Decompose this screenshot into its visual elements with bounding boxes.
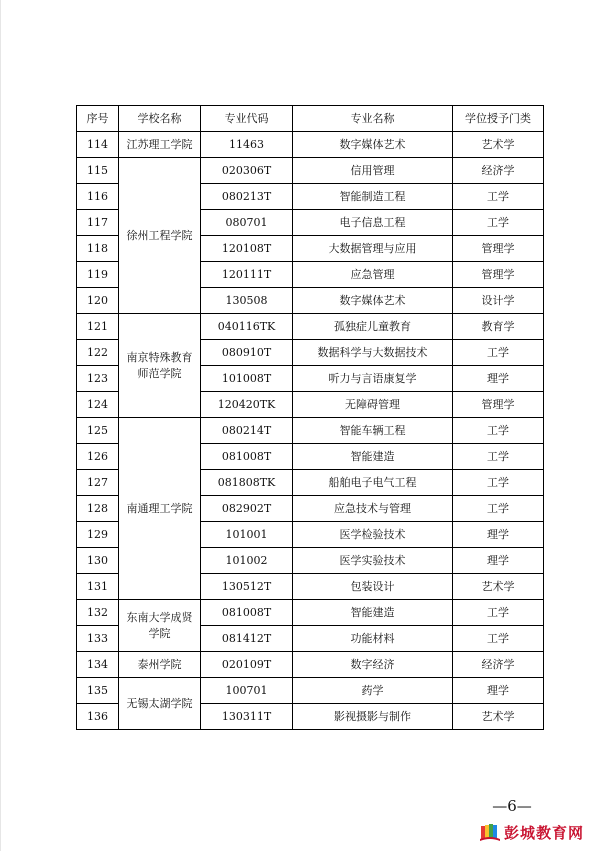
row-code: 081808TK (201, 470, 293, 496)
majors-table (76, 105, 544, 730)
row-category: 设计学 (453, 288, 544, 314)
row-major: 孤独症儿童教育 (293, 314, 453, 340)
row-school (119, 600, 201, 652)
row-code: 040116TK (201, 314, 293, 340)
row-major: 电子信息工程 (293, 210, 453, 236)
row-code: 101002 (201, 548, 293, 574)
table-row (77, 158, 544, 184)
row-major: 功能材料 (293, 626, 453, 652)
row-category: 艺术学 (453, 574, 544, 600)
row-school (119, 418, 201, 600)
school-name: 无锡太湖学院 (126, 696, 193, 710)
school-name: 南京特殊教育师范学院 (126, 350, 193, 380)
row-code: 120111T (201, 262, 293, 288)
page-edge (0, 0, 1, 851)
row-index: 123 (77, 366, 119, 392)
row-code: 020109T (201, 652, 293, 678)
row-index: 129 (77, 522, 119, 548)
page-number: —6— (492, 797, 532, 815)
row-category: 工学 (453, 470, 544, 496)
row-category: 理学 (453, 548, 544, 574)
school-name: 南通理工学院 (126, 501, 193, 515)
school-name: 东南大学成贤学院 (126, 610, 193, 640)
row-major: 数字媒体艺术 (293, 132, 453, 158)
school-name: 徐州工程学院 (126, 228, 193, 242)
row-major: 包装设计 (293, 574, 453, 600)
row-major: 智能制造工程 (293, 184, 453, 210)
row-category: 艺术学 (453, 132, 544, 158)
row-major: 应急技术与管理 (293, 496, 453, 522)
row-major: 智能建造 (293, 600, 453, 626)
row-major: 听力与言语康复学 (293, 366, 453, 392)
row-code: 101001 (201, 522, 293, 548)
row-category: 工学 (453, 418, 544, 444)
row-major: 无障碍管理 (293, 392, 453, 418)
row-category: 工学 (453, 496, 544, 522)
row-school (119, 314, 201, 418)
header-school: 学校名称 (119, 106, 201, 132)
book-icon (480, 822, 500, 842)
watermark-text: 彭城教育网 (504, 823, 585, 842)
row-index: 135 (77, 678, 119, 704)
row-school (119, 652, 201, 678)
row-category: 管理学 (453, 236, 544, 262)
row-category: 理学 (453, 678, 544, 704)
row-code: 130512T (201, 574, 293, 600)
row-category: 工学 (453, 340, 544, 366)
row-code: 11463 (201, 132, 293, 158)
row-index: 121 (77, 314, 119, 340)
row-major: 智能建造 (293, 444, 453, 470)
header-major: 专业名称 (293, 106, 453, 132)
row-index: 131 (77, 574, 119, 600)
table-header-row (77, 106, 544, 132)
row-major: 医学实验技术 (293, 548, 453, 574)
table-row (77, 678, 544, 704)
row-index: 122 (77, 340, 119, 366)
row-code: 100701 (201, 678, 293, 704)
row-index: 119 (77, 262, 119, 288)
row-category: 管理学 (453, 262, 544, 288)
row-category: 工学 (453, 600, 544, 626)
header-index: 序号 (77, 106, 119, 132)
row-index: 120 (77, 288, 119, 314)
row-index: 128 (77, 496, 119, 522)
row-school (119, 678, 201, 730)
row-index: 133 (77, 626, 119, 652)
row-major: 数字经济 (293, 652, 453, 678)
row-index: 115 (77, 158, 119, 184)
school-name: 泰州学院 (137, 657, 182, 671)
row-category: 经济学 (453, 652, 544, 678)
watermark-logo (480, 820, 584, 844)
row-category: 艺术学 (453, 704, 544, 730)
row-index: 125 (77, 418, 119, 444)
row-major: 医学检验技术 (293, 522, 453, 548)
row-index: 117 (77, 210, 119, 236)
row-code: 082902T (201, 496, 293, 522)
header-code: 专业代码 (201, 106, 293, 132)
row-code: 081412T (201, 626, 293, 652)
row-index: 132 (77, 600, 119, 626)
row-category: 理学 (453, 522, 544, 548)
row-major: 影视摄影与制作 (293, 704, 453, 730)
row-major: 船舶电子电气工程 (293, 470, 453, 496)
row-index: 130 (77, 548, 119, 574)
row-category: 经济学 (453, 158, 544, 184)
row-index: 114 (77, 132, 119, 158)
row-index: 127 (77, 470, 119, 496)
header-category: 学位授予门类 (453, 106, 544, 132)
row-index: 116 (77, 184, 119, 210)
row-code: 081008T (201, 444, 293, 470)
table-row (77, 418, 544, 444)
row-code: 080910T (201, 340, 293, 366)
table-row (77, 132, 544, 158)
table-row (77, 314, 544, 340)
row-category: 理学 (453, 366, 544, 392)
school-name: 江苏理工学院 (126, 137, 193, 151)
row-major: 智能车辆工程 (293, 418, 453, 444)
row-major: 药学 (293, 678, 453, 704)
row-code: 120108T (201, 236, 293, 262)
row-code: 080214T (201, 418, 293, 444)
row-category: 工学 (453, 444, 544, 470)
row-category: 工学 (453, 184, 544, 210)
row-category: 工学 (453, 210, 544, 236)
row-major: 大数据管理与应用 (293, 236, 453, 262)
row-code: 020306T (201, 158, 293, 184)
row-major: 数字媒体艺术 (293, 288, 453, 314)
table-row (77, 652, 544, 678)
row-code: 130311T (201, 704, 293, 730)
row-code: 120420TK (201, 392, 293, 418)
table-row (77, 600, 544, 626)
row-school (119, 132, 201, 158)
row-category: 管理学 (453, 392, 544, 418)
row-index: 134 (77, 652, 119, 678)
row-code: 101008T (201, 366, 293, 392)
row-code: 081008T (201, 600, 293, 626)
row-major: 信用管理 (293, 158, 453, 184)
row-category: 工学 (453, 626, 544, 652)
row-code: 130508 (201, 288, 293, 314)
row-code: 080701 (201, 210, 293, 236)
row-code: 080213T (201, 184, 293, 210)
row-index: 124 (77, 392, 119, 418)
row-major: 应急管理 (293, 262, 453, 288)
row-index: 126 (77, 444, 119, 470)
row-category: 教育学 (453, 314, 544, 340)
row-index: 136 (77, 704, 119, 730)
row-school (119, 158, 201, 314)
row-major: 数据科学与大数据技术 (293, 340, 453, 366)
row-index: 118 (77, 236, 119, 262)
